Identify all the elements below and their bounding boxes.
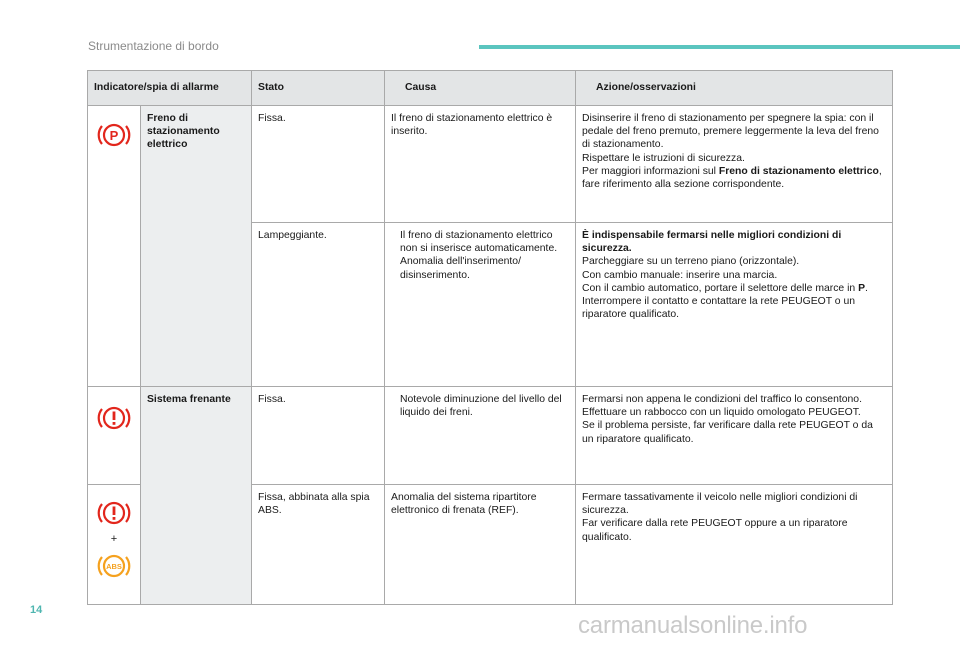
action-text: Disinserire il freno di stazionamento per spegnere la spia: con il pedale del freno premuto, premere leggermente la leva del freno di stazionamento. [582,113,879,151]
action-cell [576,106,893,223]
action-text: Fermare tassativamente il veicolo nelle migliori condizioni di sicurezza. [582,492,858,517]
column-header-indicator: Indicatore/spia di allarme [88,71,252,106]
status-cell: Fissa, abbinata alla spia ABS. [252,485,385,605]
table-row [88,106,893,223]
action-text: Con il cambio automatico, portare il selettore delle marce in P. [582,282,868,294]
column-header-cause: Causa [385,71,576,106]
brake-icon-cell [88,387,141,485]
cause-cell: Il freno di stazionamento elettrico non si inserisce automaticamente. Anomalia dell'inserimento/ disinserimento. [385,223,576,387]
abs-orange-icon [97,552,131,580]
parking-brake-icon-cell [88,106,141,387]
action-warning: È indispensabile fermarsi nelle migliori condizioni di sicurezza. [582,230,842,255]
section-accent-bar [479,45,960,49]
page-number: 14 [30,604,43,616]
action-text: Se il problema persiste, far verificare dalla rete PEUGEOT o da un riparatore qualificato. [582,420,873,445]
column-header-status: Stato [252,71,385,106]
warning-lights-table [87,70,893,605]
action-text: Effettuare un rabbocco con un liquido omologato PEUGEOT. [582,407,861,419]
watermark: carmanualsonline.info [578,612,808,639]
action-text: Parcheggiare su un terreno piano (orizzontale). [582,256,800,268]
cause-cell: Anomalia del sistema ripartitore elettronico di frenata (REF). [385,485,576,605]
svg-text:P: P [109,128,119,143]
cause-cell: Il freno di stazionamento elettrico è inserito. [385,106,576,223]
parking-brake-red-icon [97,121,131,149]
brake-warning-red-icon [97,499,131,527]
status-cell: Fissa. [252,106,385,223]
svg-text:ABS: ABS [106,562,122,572]
table-row [88,387,893,485]
action-text: Far verificare dalla rete PEUGEOT oppure a un riparatore qualificato. [582,518,848,543]
indicator-name: Freno di stazionamento elettrico [141,106,252,387]
status-cell: Lampeggiante. [252,223,385,387]
action-reference: Per maggiori informazioni sul Freno di stazionamento elettrico, fare riferimento alla sezione corrispondente. [582,165,882,191]
column-header-action: Azione/osservazioni [576,71,893,106]
cause-cell: Notevole diminuzione del livello del liquido dei freni. [385,387,576,485]
table-header-row [88,71,893,106]
plus-sign: + [110,533,118,545]
status-cell: Fissa. [252,387,385,485]
brake-warning-red-icon [97,404,131,432]
indicator-name: Sistema frenante [141,387,252,605]
action-cell [576,223,893,387]
section-title: Strumentazione di bordo [88,39,219,53]
action-text: Con cambio manuale: inserire una marcia. [582,269,778,281]
action-text: Interrompere il contatto e contattare la rete PEUGEOT o un riparatore qualificato. [582,296,856,321]
action-text: Rispettare le istruzioni di sicurezza. [582,152,745,164]
brake-abs-icon-cell [88,485,141,605]
action-cell [576,485,893,605]
action-text: Fermarsi non appena le condizioni del traffico lo consentono. [582,394,862,405]
action-cell [576,387,893,485]
